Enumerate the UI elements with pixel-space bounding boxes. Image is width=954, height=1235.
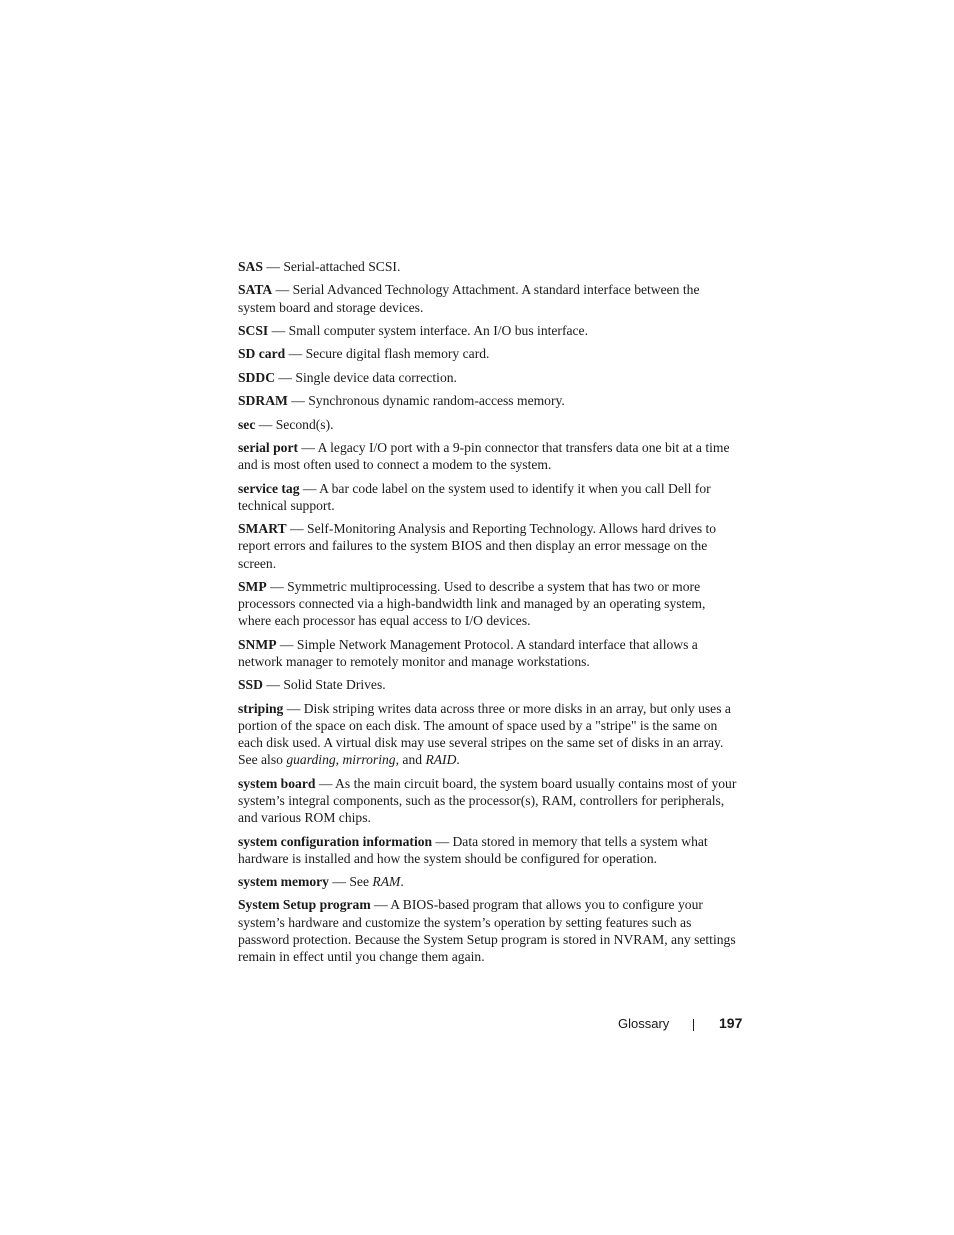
page-number: 197 — [719, 1015, 743, 1031]
glossary-term: SMP — [238, 578, 267, 594]
glossary-definition — [263, 677, 386, 692]
cross-reference: RAID — [425, 752, 457, 768]
definition-text: . — [456, 752, 460, 768]
definition-text: — A legacy I/O port with a 9-pin connector that transfers data one bit at a time and is most often used to connect a modem to the system. — [238, 439, 730, 473]
glossary-definition — [288, 393, 565, 408]
glossary-entry — [238, 392, 738, 409]
cross-reference: guarding — [286, 752, 336, 768]
definition-text: — Single device data correction. — [275, 369, 457, 385]
glossary-entry — [238, 480, 738, 514]
glossary-term: system board — [238, 775, 316, 791]
glossary-term: sec — [238, 416, 256, 432]
glossary-entry — [238, 369, 738, 386]
glossary-definition — [329, 874, 404, 889]
glossary-entry — [238, 578, 738, 630]
definition-text: — Disk striping writes data across three or more disks in an array, but only uses a portion of the space on each disk. The amount of space used by a "stripe" is the same on each disk used. A virtual disk may use several stripes on the same set of disks in an array. See also — [238, 700, 731, 768]
glossary-term: serial port — [238, 439, 299, 455]
definition-text: , and — [395, 752, 426, 768]
cross-reference: RAM — [372, 874, 401, 890]
glossary-term: SCSI — [238, 322, 269, 338]
glossary-list — [238, 258, 738, 971]
glossary-term: SATA — [238, 282, 273, 298]
glossary-entry — [238, 439, 738, 473]
definition-text: — Serial-attached SCSI. — [262, 259, 401, 274]
glossary-term: SSD — [238, 677, 263, 693]
glossary-term: system memory — [238, 874, 329, 890]
glossary-entry — [238, 700, 738, 769]
definition-text: — A bar code label on the system used to identify it when you call Dell for technical support. — [238, 480, 711, 513]
definition-text: — Data stored in memory that tells a system what hardware is installed and how the system should be configured for operation. — [238, 833, 708, 866]
glossary-term: SDRAM — [238, 393, 288, 409]
glossary-entry — [238, 281, 738, 315]
glossary-term: striping — [238, 700, 284, 716]
glossary-entry — [238, 322, 738, 339]
definition-text: — Secure digital flash memory card. — [285, 346, 490, 362]
glossary-definition — [285, 346, 489, 361]
glossary-term: service tag — [238, 480, 300, 496]
page-footer — [0, 1014, 954, 1034]
glossary-term: SD card — [238, 346, 286, 362]
glossary-definition — [255, 417, 333, 432]
glossary-term: SAS — [238, 259, 263, 274]
definition-text: — As the main circuit board, the system board usually contains most of your system’s integral components, such as the processor(s), RAM, controllers for peripherals, and various ROM chips. — [238, 775, 737, 826]
glossary-term: system configuration information — [238, 833, 433, 849]
glossary-entry — [238, 873, 738, 890]
cross-reference: mirroring — [342, 752, 396, 768]
glossary-definition — [263, 259, 400, 274]
glossary-definition — [238, 701, 731, 768]
glossary-definition — [238, 481, 711, 513]
definition-text: — Synchronous dynamic random-access memory. — [287, 393, 565, 409]
glossary-definition — [268, 323, 588, 338]
glossary-entry — [238, 258, 738, 275]
footer-separator — [693, 1019, 694, 1031]
definition-text: — Self-Monitoring Analysis and Reporting Technology. Allows hard drives to report errors and failures to the system BIOS and then display an error message on the screen. — [238, 521, 717, 571]
glossary-entry — [238, 416, 738, 433]
glossary-definition — [238, 521, 716, 570]
definition-text: — Symmetric multiprocessing. Used to describe a system that has two or more processors connected via a high-bandwidth link and managed by an operating system, where each processor has equal access to I/O devices. — [238, 578, 706, 629]
glossary-definition — [238, 637, 698, 669]
glossary-entry — [238, 636, 738, 670]
definition-text: — Solid State Drives. — [262, 677, 386, 693]
definition-text: — Second(s). — [255, 416, 334, 432]
definition-text: . — [400, 874, 404, 890]
definition-text: — See — [328, 874, 373, 890]
glossary-entry — [238, 520, 738, 572]
glossary-entry — [238, 833, 738, 867]
glossary-definition — [238, 282, 700, 314]
definition-text: — A BIOS-based program that allows you to configure your system’s hardware and customize the system’s operation by setting features such as password protection. Because the System Setup program is stored in NVRAM, any settings remain in effect until you change them again. — [238, 897, 736, 965]
glossary-term: SMART — [238, 521, 287, 537]
glossary-definition — [275, 370, 457, 385]
definition-text: — Small computer system interface. An I/O bus interface. — [268, 322, 588, 338]
glossary-term: SNMP — [238, 636, 277, 652]
glossary-entry — [238, 345, 738, 362]
definition-text: — Simple Network Management Protocol. A standard interface that allows a network manager to remotely monitor and manage workstations. — [238, 636, 698, 669]
glossary-entry — [238, 775, 738, 827]
glossary-entry — [238, 676, 738, 693]
glossary-entry — [238, 896, 738, 965]
definition-text: — Serial Advanced Technology Attachment. A standard interface between the system board and storage devices. — [238, 282, 700, 315]
glossary-definition — [238, 579, 705, 628]
definition-text: , — [335, 752, 343, 768]
glossary-definition — [238, 440, 730, 472]
glossary-term: System Setup program — [238, 897, 371, 913]
glossary-term: SDDC — [238, 369, 276, 385]
footer-section-title: Glossary — [618, 1016, 670, 1031]
